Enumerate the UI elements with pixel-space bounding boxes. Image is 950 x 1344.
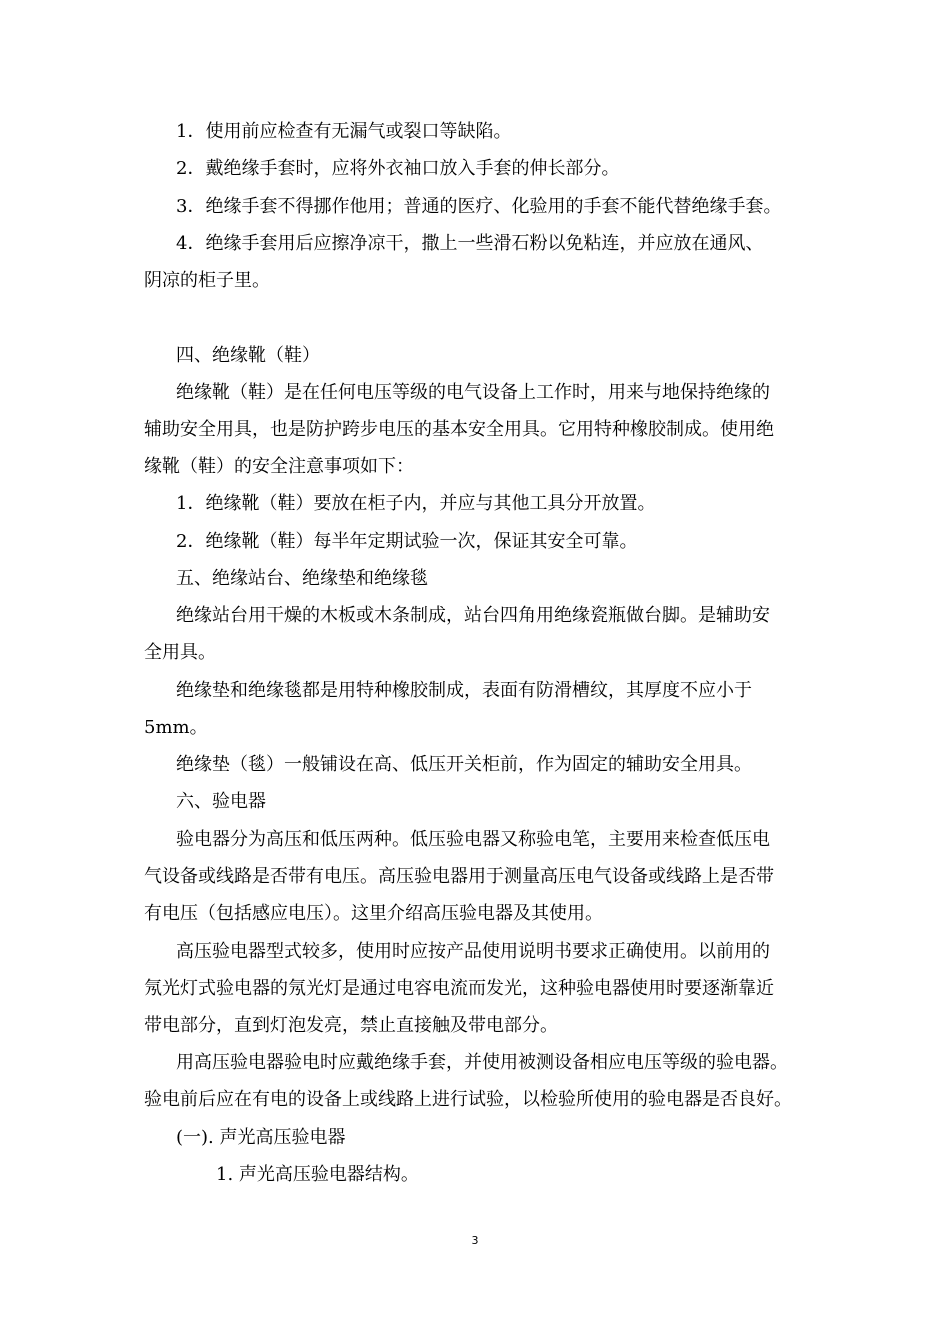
text-line-4: 4．绝缘手套用后应擦净凉干，撒上一些滑石粉以免粘连，并应放在通风、 <box>176 233 764 254</box>
section-heading-boots: 四、绝缘靴（鞋） <box>176 345 320 366</box>
text-line-11: 2．绝缘靴（鞋）每半年定期试验一次，保证其安全可靠。 <box>176 531 638 552</box>
text-line-23: 氖光灯式验电器的氖光灯是通过电容电流而发光，这种验电器使用时要逐渐靠近 <box>144 978 774 999</box>
text-line-14: 全用具。 <box>144 642 216 663</box>
subsection-heading: (一). 声光高压验电器 <box>176 1127 346 1148</box>
text-line-7: 绝缘靴（鞋）是在任何电压等级的电气设备上工作时，用来与地保持绝缘的 <box>176 382 770 403</box>
section-heading-electroscope: 六、验电器 <box>176 791 266 812</box>
text-line-5: 阴凉的柜子里。 <box>144 270 270 291</box>
text-line-25: 用高压验电器验电时应戴绝缘手套，并使用被测设备相应电压等级的验电器。 <box>176 1052 788 1073</box>
text-line-16: 5mm。 <box>144 717 208 738</box>
text-line-8: 辅助安全用具，也是防护跨步电压的基本安全用具。它用特种橡胶制成。使用绝 <box>144 419 774 440</box>
text-line-10: 1．绝缘靴（鞋）要放在柜子内，并应与其他工具分开放置。 <box>176 493 656 514</box>
text-line-1: 1．使用前应检查有无漏气或裂口等缺陷。 <box>176 121 512 142</box>
text-line-24: 带电部分，直到灯泡发亮，禁止直接触及带电部分。 <box>144 1015 558 1036</box>
text-line-26: 验电前后应在有电的设备上或线路上进行试验，以检验所使用的验电器是否良好。 <box>144 1089 792 1110</box>
text-line-19: 验电器分为高压和低压两种。低压验电器又称验电笔，主要用来检查低压电 <box>176 829 770 850</box>
page-number: 3 <box>471 1234 479 1247</box>
text-line-17: 绝缘垫（毯）一般铺设在高、低压开关柜前，作为固定的辅助安全用具。 <box>176 754 752 775</box>
text-line-13: 绝缘站台用干燥的木板或木条制成，站台四角用绝缘瓷瓶做台脚。是辅助安 <box>176 605 770 626</box>
text-line-20: 气设备或线路是否带有电压。高压验电器用于测量高压电气设备或线路上是否带 <box>144 866 774 887</box>
section-heading-insulation-platform: 五、绝缘站台、绝缘垫和绝缘毯 <box>176 568 428 589</box>
text-line-3: 3．绝缘手套不得挪作他用；普通的医疗、化验用的手套不能代替绝缘手套。 <box>176 196 782 217</box>
text-line-22: 高压验电器型式较多，使用时应按产品使用说明书要求正确使用。以前用的 <box>176 941 770 962</box>
text-line-9: 缘靴（鞋）的安全注意事项如下： <box>144 456 414 477</box>
text-line-28: 1. 声光高压验电器结构。 <box>216 1164 419 1185</box>
text-line-15: 绝缘垫和绝缘毯都是用特种橡胶制成，表面有防滑槽纹，其厚度不应小于 <box>176 680 752 701</box>
text-line-2: 2．戴绝缘手套时，应将外衣袖口放入手套的伸长部分。 <box>176 158 620 179</box>
text-line-21: 有电压（包括感应电压）。这里介绍高压验电器及其使用。 <box>144 903 603 924</box>
